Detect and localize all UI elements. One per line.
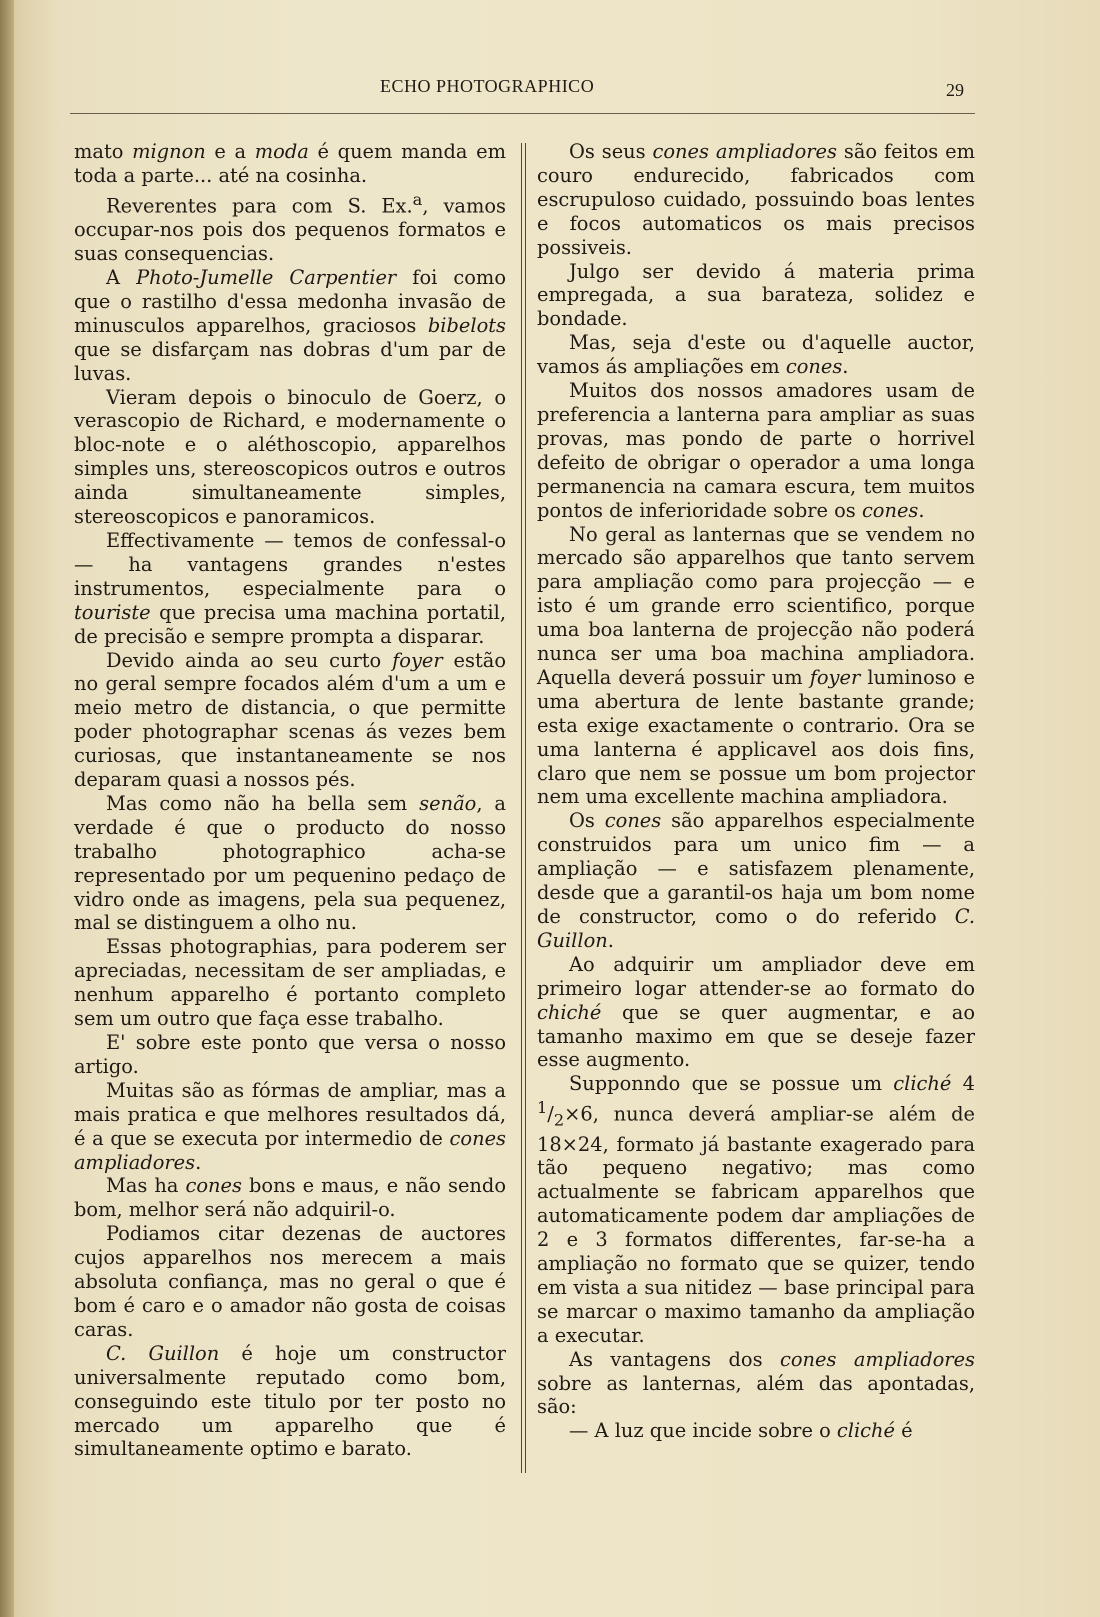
paragraph: Julgo ser devido á materia prima empregada, a sua barateza, solidez e bondade. bbox=[537, 259, 975, 331]
paragraph: Muitos dos nossos amadores usam de preferencia a lanterna para ampliar as suas provas, mas pondo de parte o horrivel defeito de obrigar o operador a uma longa permanencia na camara escura, tem muitos pontos de inferioridade sobre os cones. bbox=[537, 379, 975, 522]
paragraph: Podiamos citar dezenas de auctores cujos apparelhos nos merecem a mais absoluta confiança, mas no geral o que é bom é caro e o amador não gosta de coisas caras. bbox=[74, 1222, 506, 1341]
paragraph: Os cones são apparelhos especialmente construidos para um unico fim — a ampliação — e satisfazem plenamente, desde que a garantil-os haja um bom nome de constructor, como o do referido C. Guillon. bbox=[537, 809, 975, 952]
paragraph: No geral as lanternas que se vendem no mercado são apparelhos que tanto servem para ampliação como para projecção — e isto é um grande erro scientifico, porque uma boa lanterna de projecção não poderá nunca ser uma boa machina ampliadora. Aquella deverá possuir um foyer luminoso e uma abertura de lente bastante grande; esta exige exactamente o contrario. Ora se uma lanterna é applicavel aos dois fins, claro que nem se possue um bom projector nem uma excellente machina ampliadora. bbox=[537, 522, 975, 809]
paragraph: Effectivamente — temos de confessal-o — ha vantagens grandes n'estes instrumentos, especialmente para o touriste que precisa uma machina portatil, de precisão e sempre prompta a disparar. bbox=[74, 528, 506, 648]
paragraph: Supponndo que se possue um cliché 4 $^1/_2\times 6$, nunca deverá ampliar-se além de 18×24, formato já bastante exagerado para tão pequeno negativo; mas como actualmente se fabricam apparelhos que automaticamente podem dar ampliações de 2 e 3 formatos differentes, far-se-ha a ampliação no formato que se quizer, tendo em vista a sua nitidez — base principal para se marcar o maximo tamanho da ampliação a executar. bbox=[537, 1072, 975, 1347]
right-text-column bbox=[537, 140, 975, 1443]
page-number: 29 bbox=[946, 80, 964, 100]
paragraph: Os seus cones ampliadores são feitos em couro endurecido, fabricados com escrupuloso cuidado, possuindo boas lentes e focos automaticos os mais precisos possiveis. bbox=[537, 140, 976, 259]
paragraph: As vantagens dos cones ampliadores sobre as lanternas, além das apontadas, são: bbox=[537, 1347, 975, 1419]
header-rule bbox=[70, 113, 975, 114]
running-head: ECHO PHOTOGRAPHICO bbox=[380, 76, 595, 96]
left-text-column bbox=[74, 140, 506, 1461]
paragraph: — A luz que incide sobre o cliché é bbox=[569, 1419, 913, 1443]
column-divider bbox=[521, 143, 526, 1473]
paragraph: Mas, seja d'este ou d'aquelle auctor, vamos ás ampliações em cones. bbox=[537, 331, 975, 379]
paragraph: A Photo-Jumelle Carpentier foi como que o rastilho d'essa medonha invasão de minusculos apparelhos, graciosos bibelots que se disfarçam nas dobras d'um par de luvas. bbox=[74, 266, 506, 385]
binding-edge bbox=[0, 0, 14, 1617]
paragraph: Vieram depois o binoculo de Goerz, o verascopio de Richard, e modernamente o bloc-note e o aléthoscopio, apparelhos simples uns, stereoscopicos outros e outros ainda simultaneamente simples, stereoscopicos e panoramicos. bbox=[74, 385, 506, 529]
paragraph: E' sobre este ponto que versa o nosso artigo. bbox=[74, 1031, 506, 1078]
paragraph: Reverentes para com S. Ex.$^a$, vamos occupar-nos pois dos pequenos formatos e suas consequencias. bbox=[74, 189, 506, 266]
paragraph: Mas ha cones bons e maus, e não sendo bom, melhor será não adquiril-o. bbox=[74, 1174, 506, 1222]
paragraph: Essas photographias, para poderem ser apreciadas, necessitam de ser ampliadas, e nenhum apparelho é portanto completo sem um outro que faça esse trabalho. bbox=[74, 935, 506, 1031]
paragraph: Muitas são as fórmas de ampliar, mas a mais pratica e que melhores resultados dá, é a que se executa por intermedio de cones ampliadores. bbox=[74, 1078, 506, 1174]
paragraph: Mas como não ha bella sem senão, a verdade é que o producto do nosso trabalho photographico acha-se representado por um pequenino pedaço de vidro onde as imagens, pela sua pequenez, mal se distinguem a olho nu. bbox=[74, 791, 506, 935]
paragraph: C. Guillon é hoje um constructor universalmente reputado como bom, conseguindo este titulo por ter posto no mercado um apparelho que é simultaneamente optimo e barato. bbox=[74, 1341, 506, 1461]
paragraph: mato mignon e a moda é quem manda em toda a parte... até na cosinha. bbox=[74, 140, 507, 187]
paragraph: Ao adquirir um ampliador deve em primeiro logar attender-se ao formato do chiché que se quer augmentar, e ao tamanho maximo em que se deseje fazer esse augmento. bbox=[537, 952, 975, 1072]
paragraph: Devido ainda ao seu curto foyer estão no geral sempre focados além d'um a um e meio metro de distancia, o que permitte poder photographar scenas ás vezes bem curiosas, que instantaneamente se nos deparam quasi a nossos pés. bbox=[74, 648, 506, 792]
